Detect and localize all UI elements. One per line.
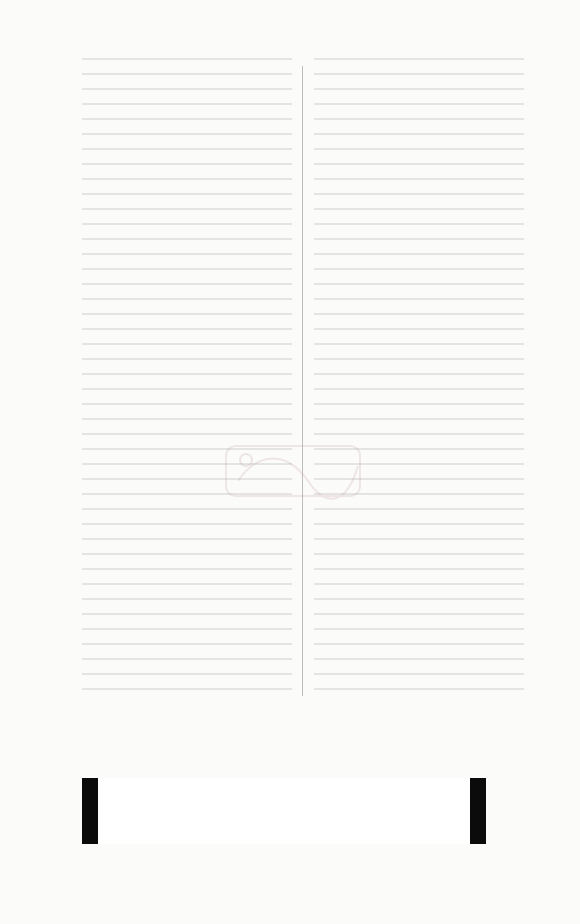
text-line-placeholder (314, 58, 524, 698)
column-divider (302, 66, 303, 696)
article-column-left (82, 58, 292, 698)
article-body (82, 58, 524, 698)
text-line-placeholder (82, 58, 292, 698)
pull-quote-box (82, 778, 486, 844)
article-column-right (314, 58, 524, 698)
